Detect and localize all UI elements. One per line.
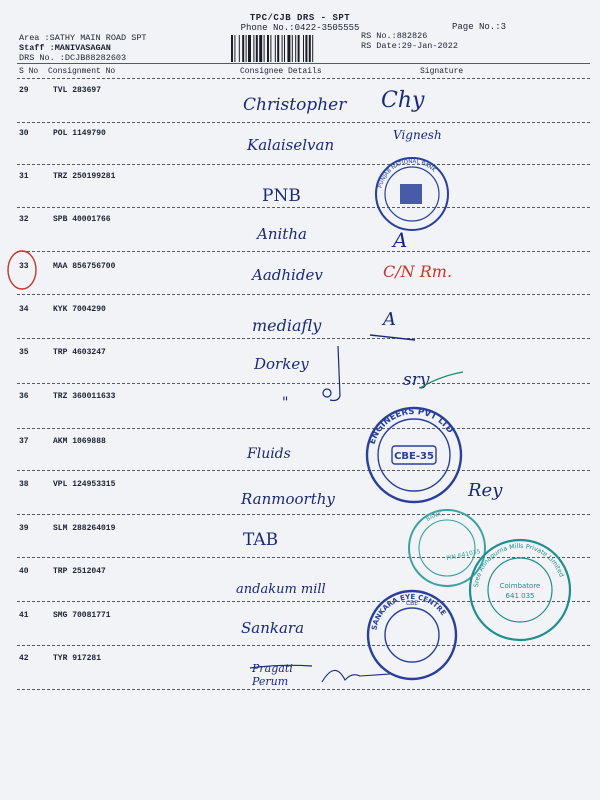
mills-stamp [470, 540, 570, 640]
consignment-number: SPB 40001766 [53, 215, 111, 224]
serial-number: 38 [19, 480, 29, 489]
serial-number: 33 [19, 262, 29, 271]
row-divider [17, 645, 590, 646]
header-rule [17, 63, 590, 64]
drs-number-field: DRS No. :DCJB88282603 [19, 53, 127, 63]
consignment-number: SLM 288264019 [53, 524, 116, 533]
staff-field: Staff :MANIVASAGAN [19, 43, 111, 53]
engineers-stamp [367, 407, 461, 502]
consignee-handwriting: TAB [243, 530, 279, 550]
consignee-handwriting: " [282, 395, 289, 411]
serial-number: 37 [19, 437, 29, 446]
consignment-number: TRP 2512047 [53, 567, 106, 576]
signature-handwriting: Chy [381, 88, 425, 113]
column-header-sno: S No [19, 67, 39, 76]
consignment-number: TVL 283697 [53, 86, 102, 95]
svg-text:CBE-35: CBE-35 [394, 451, 434, 462]
svg-text:SANKARA EYE CENTRE: SANKARA EYE CENTRE [370, 592, 448, 631]
serial-number: 42 [19, 654, 29, 663]
ink-scribble [322, 670, 390, 682]
ink-bracket [330, 346, 340, 401]
column-header-consignment: Consignment No [48, 67, 116, 76]
svg-text:641 035: 641 035 [505, 592, 535, 600]
row-divider [17, 557, 590, 558]
row-divider [17, 207, 590, 208]
serial-number: 29 [19, 86, 29, 95]
row-divider [17, 470, 590, 471]
consignee-handwriting: andakum mill [236, 582, 326, 597]
consignee-handwriting: Fluids [247, 446, 291, 462]
consignee-handwriting: Ranmoorthy [241, 490, 335, 508]
sankara-stamp [368, 591, 456, 679]
rs-number-field: RS No.:882826 [361, 31, 428, 41]
serial-number: 41 [19, 611, 29, 620]
row-divider [17, 251, 590, 252]
svg-text:Coimbatore: Coimbatore [499, 582, 541, 590]
serial-number: 34 [19, 305, 29, 314]
ink-dot [323, 389, 331, 397]
row-divider [17, 383, 590, 384]
area-field: Area :SATHY MAIN ROAD SPT [19, 33, 147, 43]
row-divider [17, 122, 590, 123]
signature-handwriting: C/N Rm. [383, 262, 453, 281]
row-divider [17, 294, 590, 295]
consignee-handwriting: Christopher [243, 95, 347, 115]
consignee-handwriting: Dorkey [254, 355, 309, 373]
consignee-handwriting: Aadhidev [252, 266, 323, 284]
consignee-handwriting: Pragati Perum [252, 662, 293, 688]
consignment-number: TRP 4603247 [53, 348, 106, 357]
row-divider [17, 164, 590, 165]
svg-text:PUNJAB NATIONAL BANK: PUNJAB NATIONAL BANK [377, 158, 437, 189]
serial-number: 36 [19, 392, 29, 401]
serial-number: 35 [19, 348, 29, 357]
row-divider [17, 601, 590, 602]
consignment-number: TRZ 360011633 [53, 392, 116, 401]
barcode [230, 35, 355, 62]
consignment-number: KYK 7004290 [53, 305, 106, 314]
column-header-rule [17, 78, 590, 79]
consignment-number: AKM 1069888 [53, 437, 106, 446]
bank-stamp [409, 510, 485, 586]
consignment-number: TRZ 250199281 [53, 172, 116, 181]
serial-number: 32 [19, 215, 29, 224]
column-header-consignee: Consignee Details [240, 67, 322, 76]
serial-number: 40 [19, 567, 29, 576]
signature-handwriting: sry [403, 370, 430, 390]
consignment-number: VPL 124953315 [53, 480, 116, 489]
signature-handwriting: A [393, 228, 408, 252]
phone-number: Phone No.:0422-3505555 [240, 23, 360, 33]
rs-date-field: RS Date:29-Jan-2022 [361, 41, 458, 51]
bank-seal [446, 548, 482, 562]
column-header-signature: Signature [420, 67, 464, 76]
pnb-stamp [376, 158, 448, 230]
consignee-handwriting: Kalaiselvan [247, 136, 335, 154]
svg-text:BANK: BANK [425, 511, 443, 523]
row-divider [17, 428, 590, 429]
document-title: TPC/CJB DRS - SPT [249, 13, 351, 23]
serial-number: 31 [19, 172, 29, 181]
serial-number: 30 [19, 129, 29, 138]
consignment-number: MAA 856756700 [53, 262, 116, 271]
row-divider [17, 514, 590, 515]
svg-text:ENGINEERS PVT LTD: ENGINEERS PVT LTD [367, 406, 455, 446]
svg-text:Sree Annapurna Mills Private L: Sree Annapurna Mills Private Limited [473, 542, 565, 588]
page-number: Page No.:3 [452, 22, 507, 32]
consignment-number: POL 1149790 [53, 129, 106, 138]
consignee-handwriting: PNB [262, 186, 301, 206]
consignee-handwriting: Anitha [257, 225, 307, 243]
row-divider [17, 689, 590, 690]
consignee-handwriting: Sankara [241, 619, 305, 637]
consignment-number: TYR 917281 [53, 654, 102, 663]
serial-number: 39 [19, 524, 29, 533]
row-divider [17, 338, 590, 339]
signature-handwriting: Rey [468, 480, 503, 501]
svg-text:PIN 641035: PIN 641035 [445, 548, 482, 563]
signature-handwriting: Vignesh [393, 128, 442, 142]
svg-text:CBE: CBE [405, 600, 419, 607]
consignment-number: SMG 70081771 [53, 611, 111, 620]
signature-handwriting: A [383, 309, 396, 330]
consignee-handwriting: mediafly [252, 316, 322, 335]
